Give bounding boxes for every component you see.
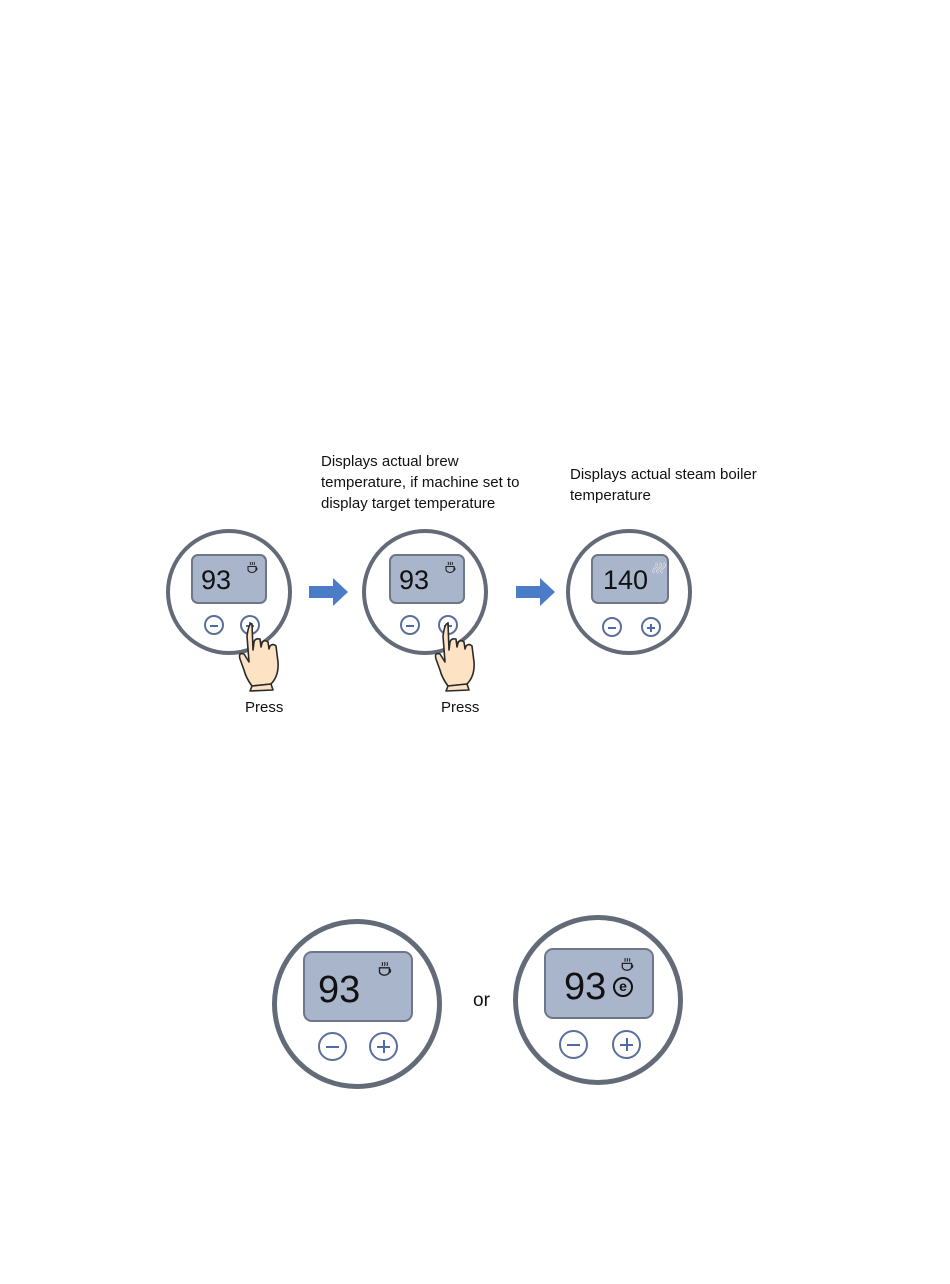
display-screen <box>303 951 413 1022</box>
temperature-readout: 93 <box>399 565 430 595</box>
display-screen <box>544 948 654 1019</box>
minus-button[interactable] <box>400 615 420 635</box>
step2-caption <box>321 451 561 514</box>
step3-caption <box>570 464 800 506</box>
minus-button[interactable] <box>602 617 622 637</box>
step2-caption-line: temperature, if machine set to <box>321 474 520 491</box>
step3-caption-line: temperature <box>570 487 651 504</box>
pressing-hand-icon <box>238 612 290 692</box>
temperature-readout: 140 <box>603 565 649 595</box>
coffee-cup-icon <box>246 561 259 574</box>
press-label: Press <box>441 699 480 716</box>
control-dial-standard <box>272 919 442 1089</box>
steam-icon <box>651 561 666 575</box>
control-dial-eco <box>513 915 683 1085</box>
step2-caption-line: Displays actual brew <box>321 453 459 470</box>
minus-button[interactable] <box>318 1032 347 1061</box>
coffee-cup-icon <box>377 961 393 977</box>
pressing-hand-icon <box>434 612 486 692</box>
display-screen <box>191 554 267 604</box>
press-label: Press <box>245 699 284 716</box>
arrow-right-icon <box>309 577 349 607</box>
coffee-cup-icon <box>620 957 635 972</box>
display-screen <box>591 554 669 604</box>
or-separator: or <box>473 990 490 1011</box>
plus-button[interactable] <box>641 617 661 637</box>
coffee-cup-icon <box>444 561 457 574</box>
eco-badge-label: e <box>619 978 627 994</box>
control-dial-step3 <box>566 529 692 655</box>
temperature-readout: 93 <box>564 966 607 1008</box>
plus-button[interactable] <box>612 1030 641 1059</box>
minus-button[interactable] <box>204 615 224 635</box>
minus-button[interactable] <box>559 1030 588 1059</box>
temperature-readout: 93 <box>201 565 232 595</box>
arrow-right-icon <box>516 577 556 607</box>
plus-button[interactable] <box>369 1032 398 1061</box>
display-screen <box>389 554 465 604</box>
eco-badge-icon <box>613 977 633 997</box>
step3-caption-line: Displays actual steam boiler <box>570 466 757 483</box>
temperature-readout: 93 <box>318 969 361 1011</box>
step2-caption-line: display target temperature <box>321 495 496 512</box>
